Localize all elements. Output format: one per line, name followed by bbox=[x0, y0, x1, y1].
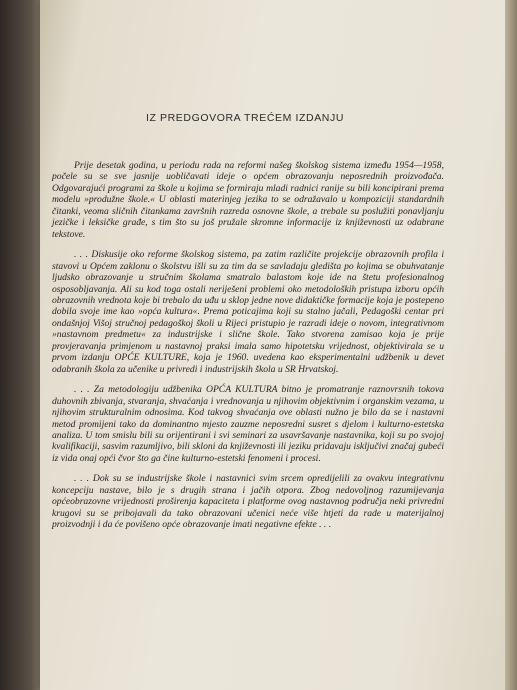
paragraph-2: . . . Diskusije oko reforme školskog sistema, pa zatim različite projekcije obrazovnih profila i stavovi u Općem zaklonu o školstvu išli su za tim da se savladaju gledišta po kojima se obuhvatanje ljudsko obrazovanje u stručnim školama smatralo balastom koje ide na štetu profesionalnog osposobljavanja. Ali su kod toga ostali neriješeni problemi oko metodoloških pristupa izboru općih obrazovnih vrednota koje bi trebalo da uđu u sklop jedne nove didaktičke formacije koja je postepeno dobila svoje ime kao »opća kultura«. Prema poticajima koji su stalno jačali, Pedagoški centar pri ondašnjoj Višoj stručnoj pedagoškoj školi u Rijeci pristupio je razradi ideje o novom, integrativnom »nastavnom predmetu« za industrijske i slične škole. Tako stvorena zamisao koja je prije provjeravanja primjenom u nastavnoj praksi imala samo hipotetsku vrijednost, objektivirala se u prvom izdanju OPĆE KULTURE, koja je 1960. uvedena kao eksperimentalni udžbenik u devet odabranih škola za učenike u privredi i industrijskih škola u SR Hrvatskoj. bbox=[52, 249, 444, 375]
paragraph-4: . . . Dok su se industrijske škole i nastavnici svim srcem opredijelili za ovakvu integrativnu koncepciju nastave, bilo je s drugih strana i jačih otpora. Zbog nedovoljnog razumijevanja općeobrazovne vrijednosti proširenja kapaciteta i platforme ovog nastavnog područja neki privredni krugovi su se pribojavali da tako obrazovani učenici neće više htjeti da rade u materijalnoj proizvodnji i da će povišeno opće obrazovanje imati negativne efekte . . . bbox=[52, 473, 444, 531]
background-left-shadow bbox=[0, 0, 44, 690]
background-right-edge bbox=[505, 0, 517, 690]
body-text bbox=[52, 160, 444, 540]
paragraph-3: . . . Za metodologiju udžbenika OPĆA KULTURA bitno je promatranje raznovrsnih tokova duhovnih zbivanja, stvaranja, shvaćanja i vrednovanja u njihovim objektivnim i organskim vezama, u njihovim strukturalnim odnosima. Kod takvog shvaćanja ove oblasti nužno je bilo da se i nastavni metod promijeni tako da dominantno mjesto zauzme neposredni susret s djelom i kulturno-estetska analiza. U tom smislu bili su orijentirani i svi seminari za usavršavanje nastavnika, koji su po svojoj kvalifikaciji, sasvim razumljivo, bili skloni da književnosti ili jeziku pridavaju isključivi značaj gubeći iz vida onaj opći čvor što ga čine kulturno-estetski fenomeni i procesi. bbox=[52, 384, 444, 464]
paragraph-1: Prije desetak godina, u periodu rada na reformi našeg školskog sistema između 1954—1958, počele su se sve jasnije uobličavati ideje o općem obrazovanju neposrednih proizvođača. Odgovarajući programi za škole u kojima se formiraju mladi radnici ranije su bili koncipirani prema modelu »produžne škole.« U oblasti materinjeg jezika to se odražavalo u kompoziciji standardnih čitanki, veoma sličnih čitankama završnih razreda osnovne škole, a trebale su poslužiti ponavljanju jezičke i leksičke građe, s tim što su još pružale skromne informacije iz književnosti uz odabrane tekstove. bbox=[52, 160, 444, 240]
page-title: IZ PREDGOVORA TREĆEM IZDANJU bbox=[145, 112, 345, 124]
